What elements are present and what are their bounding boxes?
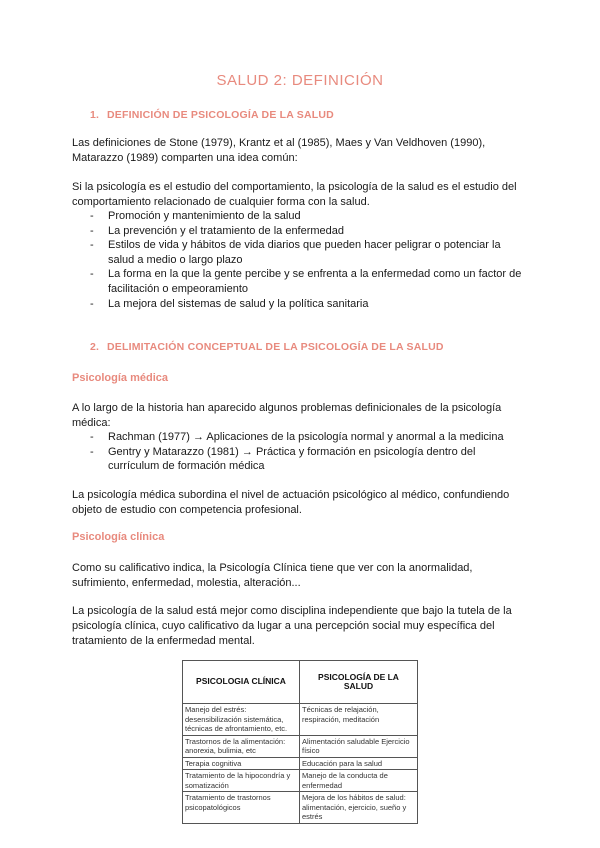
list-item: - La prevención y el tratamiento de la enfermedad [90, 224, 345, 237]
table-cell: Terapia cognitiva [183, 757, 300, 770]
section1-paragraph [72, 180, 532, 210]
table-cell: Técnicas de relajación, respiración, meditación [300, 704, 418, 736]
clinica-para-line2: sufrimiento, enfermedad, molestia, alteración... [72, 577, 301, 589]
table-row [183, 792, 418, 824]
list-item: - Estilos de vida y hábitos de vida diarios que pueden hacer peligrar o potenciar la salud a medio o largo plazo [90, 239, 501, 266]
section1-intro-line1: Las definiciones de Stone (1979), Krantz et al (1985), Maes y Van Veldhoven (1990), [72, 137, 486, 149]
clinica-para2-line2: psicología clínica, cuyo calificativo da lugar a una percepción social muy específica del [72, 620, 495, 632]
clinica-paragraph-2 [72, 604, 532, 649]
table-cell: Mejora de los hábitos de salud: alimentación, ejercicio, sueño y estrés [300, 792, 418, 824]
section2-heading [90, 341, 444, 353]
table-cell: Trastornos de la alimentación: anorexia, bulimia, etc [183, 735, 300, 757]
section1-heading-text: DEFINICIÓN DE PSICOLOGÍA DE LA SALUD [107, 109, 334, 121]
clinica-paragraph [72, 561, 532, 591]
medica-bullet-list [72, 430, 532, 474]
table-row [183, 735, 418, 757]
medica-para2-line2: objeto de estudio con competencia profesional. [72, 504, 302, 516]
list-item: - Gentry y Matarazzo (1981) → Práctica y formación en psicología dentro del currículum de formación médica [90, 445, 476, 473]
list-item: - Rachman (1977) → Aplicaciones de la psicología normal y anormal a la medicina [90, 431, 504, 443]
table-cell: Manejo de la conducta de enfermedad [300, 770, 418, 792]
subheading-psicologia-medica: Psicología médica [72, 372, 168, 384]
list-item: - La forma en la que la gente percibe y se enfrenta a la enfermedad como un factor de facilitación o empeoramiento [90, 268, 522, 295]
section2-heading-text: DELIMITACIÓN CONCEPTUAL DE LA PSICOLOGÍA DE LA SALUD [107, 341, 444, 353]
table-row [183, 704, 418, 736]
medica-paragraph [72, 401, 532, 431]
table-row [183, 770, 418, 792]
section1-bullet-list [72, 209, 532, 311]
table-cell: Manejo del estrés: desensibilización sistemática, técnicas de afrontamiento, etc. [183, 704, 300, 736]
table-cell: Educación para la salud [300, 757, 418, 770]
medica-paragraph-2 [72, 488, 532, 518]
table-cell: Tratamiento de trastornos psicopatológicos [183, 792, 300, 824]
list-item: - Promoción y mantenimiento de la salud [90, 210, 301, 222]
medica-para2-line1: La psicología médica subordina el nivel de actuación psicológico al médico, confundiendo [72, 489, 510, 501]
table-header-row [183, 661, 418, 704]
table-cell: Alimentación saludable Ejercicio físico [300, 735, 418, 757]
table-cell: Tratamiento de la hipocondría y somatización [183, 770, 300, 792]
section1-para-line1: Si la psicología es el estudio del comportamiento, la psicología de la salud es el estudio del [72, 181, 517, 193]
medica-para-line1: A lo largo de la historia han aparecido algunos problemas definicionales de la psicología [72, 402, 502, 414]
clinica-para2-line3: tratamiento de la enfermedad mental. [72, 635, 255, 647]
subheading-psicologia-clinica: Psicología clínica [72, 531, 165, 543]
table-header-salud: PSICOLOGÍA DE LA SALUD [300, 661, 418, 704]
document-title: SALUD 2: DEFINICIÓN [216, 72, 384, 89]
section1-heading [90, 109, 334, 121]
comparison-table [182, 660, 418, 824]
section1-intro-line2: Matarazzo (1989) comparten una idea común: [72, 152, 298, 164]
section1-intro [72, 136, 532, 166]
section1-para-line2: comportamiento relacionado de cualquier forma con la salud. [72, 196, 370, 208]
section1-number: 1. [90, 109, 100, 121]
medica-para-line2: médica: [72, 417, 111, 429]
list-item: - La mejora del sistemas de salud y la política sanitaria [90, 297, 369, 310]
table-row [183, 757, 418, 770]
table-header-clinica: PSICOLOGIA CLÍNICA [183, 661, 300, 704]
section2-number: 2. [90, 341, 100, 353]
clinica-para-line1: Como su calificativo indica, la Psicología Clínica tiene que ver con la anormalidad, [72, 562, 473, 574]
clinica-para2-line1: La psicología de la salud está mejor como disciplina independiente que bajo la tutela de la [72, 605, 512, 617]
